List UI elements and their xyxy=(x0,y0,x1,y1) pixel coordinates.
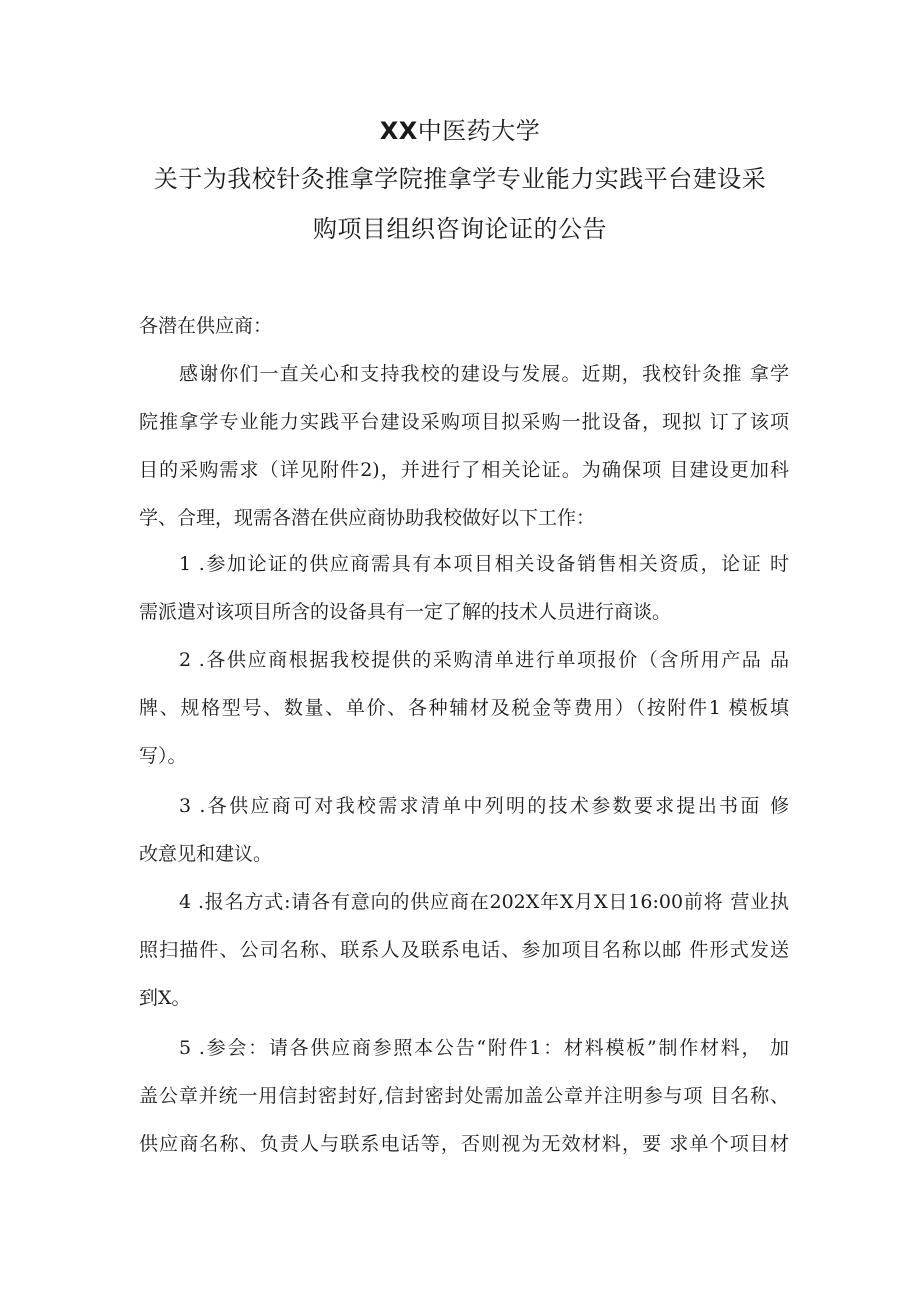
text-line: 到X。 xyxy=(139,987,191,1009)
text-line: 需派遣对该项目所含的设备具有一定了解的技术人员进行商谈。 xyxy=(139,601,672,623)
text-line: 改意见和建议。 xyxy=(139,843,273,865)
text-line: 牌、规格型号、数量、单价、各种辅材及税金等费用）（按附件1 模板填 xyxy=(139,697,789,719)
text-line: 写）。 xyxy=(139,745,187,767)
text-line: 学、合理，现需各潜在供应商协助我校做好以下工作： xyxy=(139,507,596,529)
paragraph-item-1 xyxy=(139,540,789,636)
text-line: 院推拿学专业能力实践平台建设采购项目拟采购一批设备，现拟 订了该项 xyxy=(139,411,789,433)
title-line-3: 购项目组织咨询论证的公告 xyxy=(313,215,607,243)
text-line: 3 .各供应商可对我校需求清单中列明的技术参数要求提出书面 修 xyxy=(179,795,789,817)
text-line: 4 .报名方式:请各有意向的供应商在202X年X月X日16:00前将 营业执 xyxy=(179,891,789,913)
paragraph-item-5 xyxy=(139,1024,789,1168)
title-xx: XX xyxy=(379,117,418,145)
text-line: 1 .参加论证的供应商需具有本项目相关设备销售相关资质，论证 时 xyxy=(179,553,789,575)
title-line-2: 关于为我校针灸推拿学院推拿学专业能力实践平台建设采 xyxy=(153,165,767,193)
text-line: 照扫描件、公司名称、联系人及联系电话、参加项目名称以邮 件形式发送 xyxy=(139,939,789,961)
title-university: 中医药大学 xyxy=(417,117,541,145)
text-line: 盖公章并统一用信封密封好,信封密封处需加盖公章并注明参与项 目名称、 xyxy=(139,1085,789,1107)
text-line: 感谢你们一直关心和支持我校的建设与发展。近期，我校针灸推 拿学 xyxy=(179,363,789,385)
paragraph-item-2 xyxy=(139,636,789,780)
title-line-1 xyxy=(100,115,820,147)
text-line: 5 .参会：请各供应商参照本公告“附件1：材料模板”制作材料， 加 xyxy=(179,1037,789,1059)
text-line: 目的采购需求（详见附件2)，并进行了相关论证。为确保项 目建设更加科 xyxy=(139,459,789,481)
paragraph-item-3 xyxy=(139,782,789,878)
text-line: 供应商名称、负责人与联系电话等，否则视为无效材料，要 求单个项目材 xyxy=(139,1133,789,1155)
salutation: 各潜在供应商： xyxy=(139,315,273,337)
paragraph-intro xyxy=(139,350,789,542)
text-line: 2 .各供应商根据我校提供的采购清单进行单项报价（含所用产品 品 xyxy=(179,649,789,671)
paragraph-item-4 xyxy=(139,878,789,1022)
